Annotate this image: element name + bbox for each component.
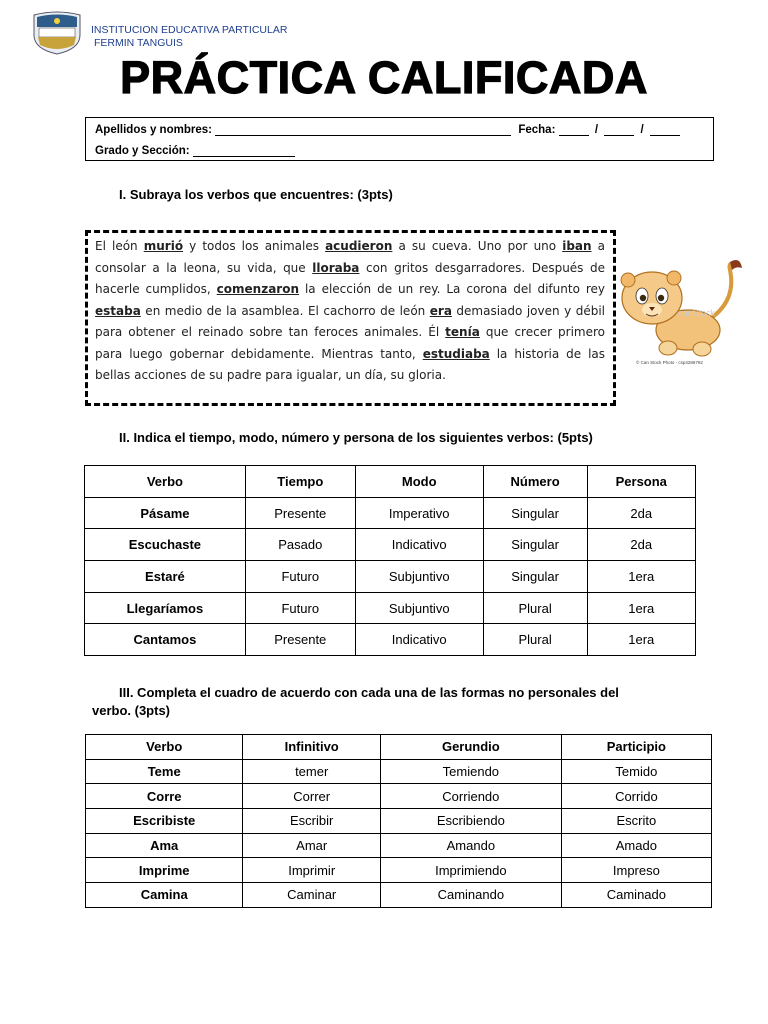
image-watermark: canStock <box>678 308 716 318</box>
story-segment: El león <box>95 239 144 253</box>
column-header: Verbo <box>85 466 246 498</box>
answer-cell[interactable]: Imprimir <box>243 858 381 883</box>
verb-cell: Imprime <box>86 858 243 883</box>
story-verb: iban <box>562 239 592 253</box>
table-row <box>85 592 696 624</box>
answer-cell[interactable]: Correr <box>243 784 381 809</box>
table-row <box>86 809 712 834</box>
table-row <box>85 624 696 656</box>
verb-cell: Escuchaste <box>85 529 246 561</box>
table-row <box>86 833 712 858</box>
table-header-row <box>85 466 696 498</box>
grade-field[interactable] <box>193 144 295 157</box>
grade-label: Grado y Sección: <box>95 145 190 157</box>
answer-cell[interactable]: Caminar <box>243 883 381 908</box>
answer-cell[interactable]: 2da <box>587 529 695 561</box>
answer-cell[interactable]: Caminado <box>561 883 711 908</box>
answer-cell[interactable]: Temido <box>561 759 711 784</box>
table-row <box>86 759 712 784</box>
section1-title: I. Subraya los verbos que encuentres: (3pts) <box>119 187 393 202</box>
answer-cell[interactable]: Presente <box>245 624 355 656</box>
date-year-field[interactable] <box>650 123 680 136</box>
table-row <box>85 561 696 593</box>
table-header-row <box>86 735 712 760</box>
column-header: Modo <box>355 466 483 498</box>
story-verb: lloraba <box>312 260 360 275</box>
section3-title-line2: verbo. (3pts) <box>92 703 171 718</box>
story-verb: acudieron <box>325 239 393 253</box>
answer-cell[interactable]: Corrido <box>561 784 711 809</box>
answer-cell[interactable]: Subjuntivo <box>355 592 483 624</box>
table-row <box>86 784 712 809</box>
story-segment: con gritos desgarradores. Después de hacerle cumplidos, <box>95 260 605 296</box>
answer-cell[interactable]: Pasado <box>245 529 355 561</box>
answer-cell[interactable]: Imprimiendo <box>380 858 561 883</box>
story-segment: la elección de un rey. La corona del difunto rey <box>299 282 606 296</box>
answer-cell[interactable]: Singular <box>483 529 587 561</box>
answer-cell[interactable]: 2da <box>587 497 695 529</box>
answer-cell[interactable]: Amar <box>243 833 381 858</box>
story-segment: la historia de las bellas acciones de su padre para igualar, un día, su gloria. <box>95 346 606 382</box>
story-verb: era <box>429 303 452 318</box>
story-segment: a su cueva. Uno por uno <box>392 239 563 253</box>
verb-cell: Cantamos <box>85 624 246 656</box>
verb-cell: Teme <box>86 759 243 784</box>
story-verb: tenía <box>445 325 480 339</box>
answer-cell[interactable]: Indicativo <box>355 529 483 561</box>
school-name-line1: INSTITUCION EDUCATIVA PARTICULAR <box>91 24 288 36</box>
story-verb: comenzaron <box>216 282 300 296</box>
column-header: Participio <box>561 735 711 760</box>
verb-cell: Pásame <box>85 497 246 529</box>
verb-analysis-table <box>84 465 696 656</box>
section2-title: II. Indica el tiempo, modo, número y persona de los siguientes verbos: (5pts) <box>119 430 593 445</box>
answer-cell[interactable]: Escribiendo <box>380 809 561 834</box>
lion-cub-illustration <box>618 258 746 368</box>
story-segment: demasiado joven y débil para obtener el reinado sobre tan feroces animales. Él <box>95 303 605 339</box>
date-day-field[interactable] <box>559 123 589 136</box>
verb-cell: Escribiste <box>86 809 243 834</box>
non-personal-forms-table <box>85 734 712 908</box>
answer-cell[interactable]: Escribir <box>243 809 381 834</box>
answer-cell[interactable]: Singular <box>483 561 587 593</box>
column-header: Infinitivo <box>243 735 381 760</box>
answer-cell[interactable]: Plural <box>483 624 587 656</box>
column-header: Tiempo <box>245 466 355 498</box>
section3-title-line1: III. Completa el cuadro de acuerdo con cada una de las formas no personales del <box>119 685 619 700</box>
answer-cell[interactable]: Presente <box>245 497 355 529</box>
answer-cell[interactable]: Subjuntivo <box>355 561 483 593</box>
column-header: Persona <box>587 466 695 498</box>
story-segment: que crecer primero para luego gobernar debidamente. Mientras tanto, <box>95 325 605 361</box>
answer-cell[interactable]: Temiendo <box>380 759 561 784</box>
answer-cell[interactable]: 1era <box>587 624 695 656</box>
answer-cell[interactable]: Futuro <box>245 592 355 624</box>
verb-cell: Estaré <box>85 561 246 593</box>
table-row <box>85 497 696 529</box>
names-label: Apellidos y nombres: <box>95 124 212 136</box>
verb-cell: Ama <box>86 833 243 858</box>
answer-cell[interactable]: Imperativo <box>355 497 483 529</box>
answer-cell[interactable]: temer <box>243 759 381 784</box>
student-info-box: Apellidos y nombres: Fecha: / / Grado y Sección: <box>85 117 714 161</box>
column-header: Verbo <box>86 735 243 760</box>
table-row <box>86 883 712 908</box>
story-text <box>95 236 605 387</box>
answer-cell[interactable]: 1era <box>587 561 695 593</box>
image-caption: © Can Stock Photo - csp4286792 <box>636 360 703 365</box>
answer-cell[interactable]: Plural <box>483 592 587 624</box>
date-month-field[interactable] <box>604 123 634 136</box>
answer-cell[interactable]: Amado <box>561 833 711 858</box>
story-verb: estaba <box>95 303 141 318</box>
date-label: Fecha: <box>518 124 556 136</box>
verb-cell: Llegaríamos <box>85 592 246 624</box>
answer-cell[interactable]: Corriendo <box>380 784 561 809</box>
story-segment: y todos los animales <box>183 239 326 253</box>
school-name <box>91 24 287 50</box>
answer-cell[interactable]: Escrito <box>561 809 711 834</box>
column-header: Número <box>483 466 587 498</box>
answer-cell[interactable]: 1era <box>587 592 695 624</box>
answer-cell[interactable]: Amando <box>380 833 561 858</box>
table-row <box>85 529 696 561</box>
section3-title <box>92 684 732 720</box>
story-verb: murió <box>143 239 184 253</box>
story-verb: estudiaba <box>422 346 490 361</box>
table-row <box>86 858 712 883</box>
verb-cell: Camina <box>86 883 243 908</box>
page-title: PRÁCTICA CALIFICADA <box>120 52 648 103</box>
verb-cell: Corre <box>86 784 243 809</box>
answer-cell[interactable]: Indicativo <box>355 624 483 656</box>
school-name-line2: FERMIN TANGUIS <box>94 37 183 49</box>
answer-cell[interactable]: Impreso <box>561 858 711 883</box>
story-segment: en medio de la asamblea. El cachorro de león <box>140 303 430 318</box>
answer-cell[interactable]: Futuro <box>245 561 355 593</box>
answer-cell[interactable]: Caminando <box>380 883 561 908</box>
school-logo <box>30 9 84 55</box>
column-header: Gerundio <box>380 735 561 760</box>
names-field[interactable] <box>215 123 511 136</box>
story-segment: a consolar a la leona, su vida, que <box>95 239 605 275</box>
answer-cell[interactable]: Singular <box>483 497 587 529</box>
